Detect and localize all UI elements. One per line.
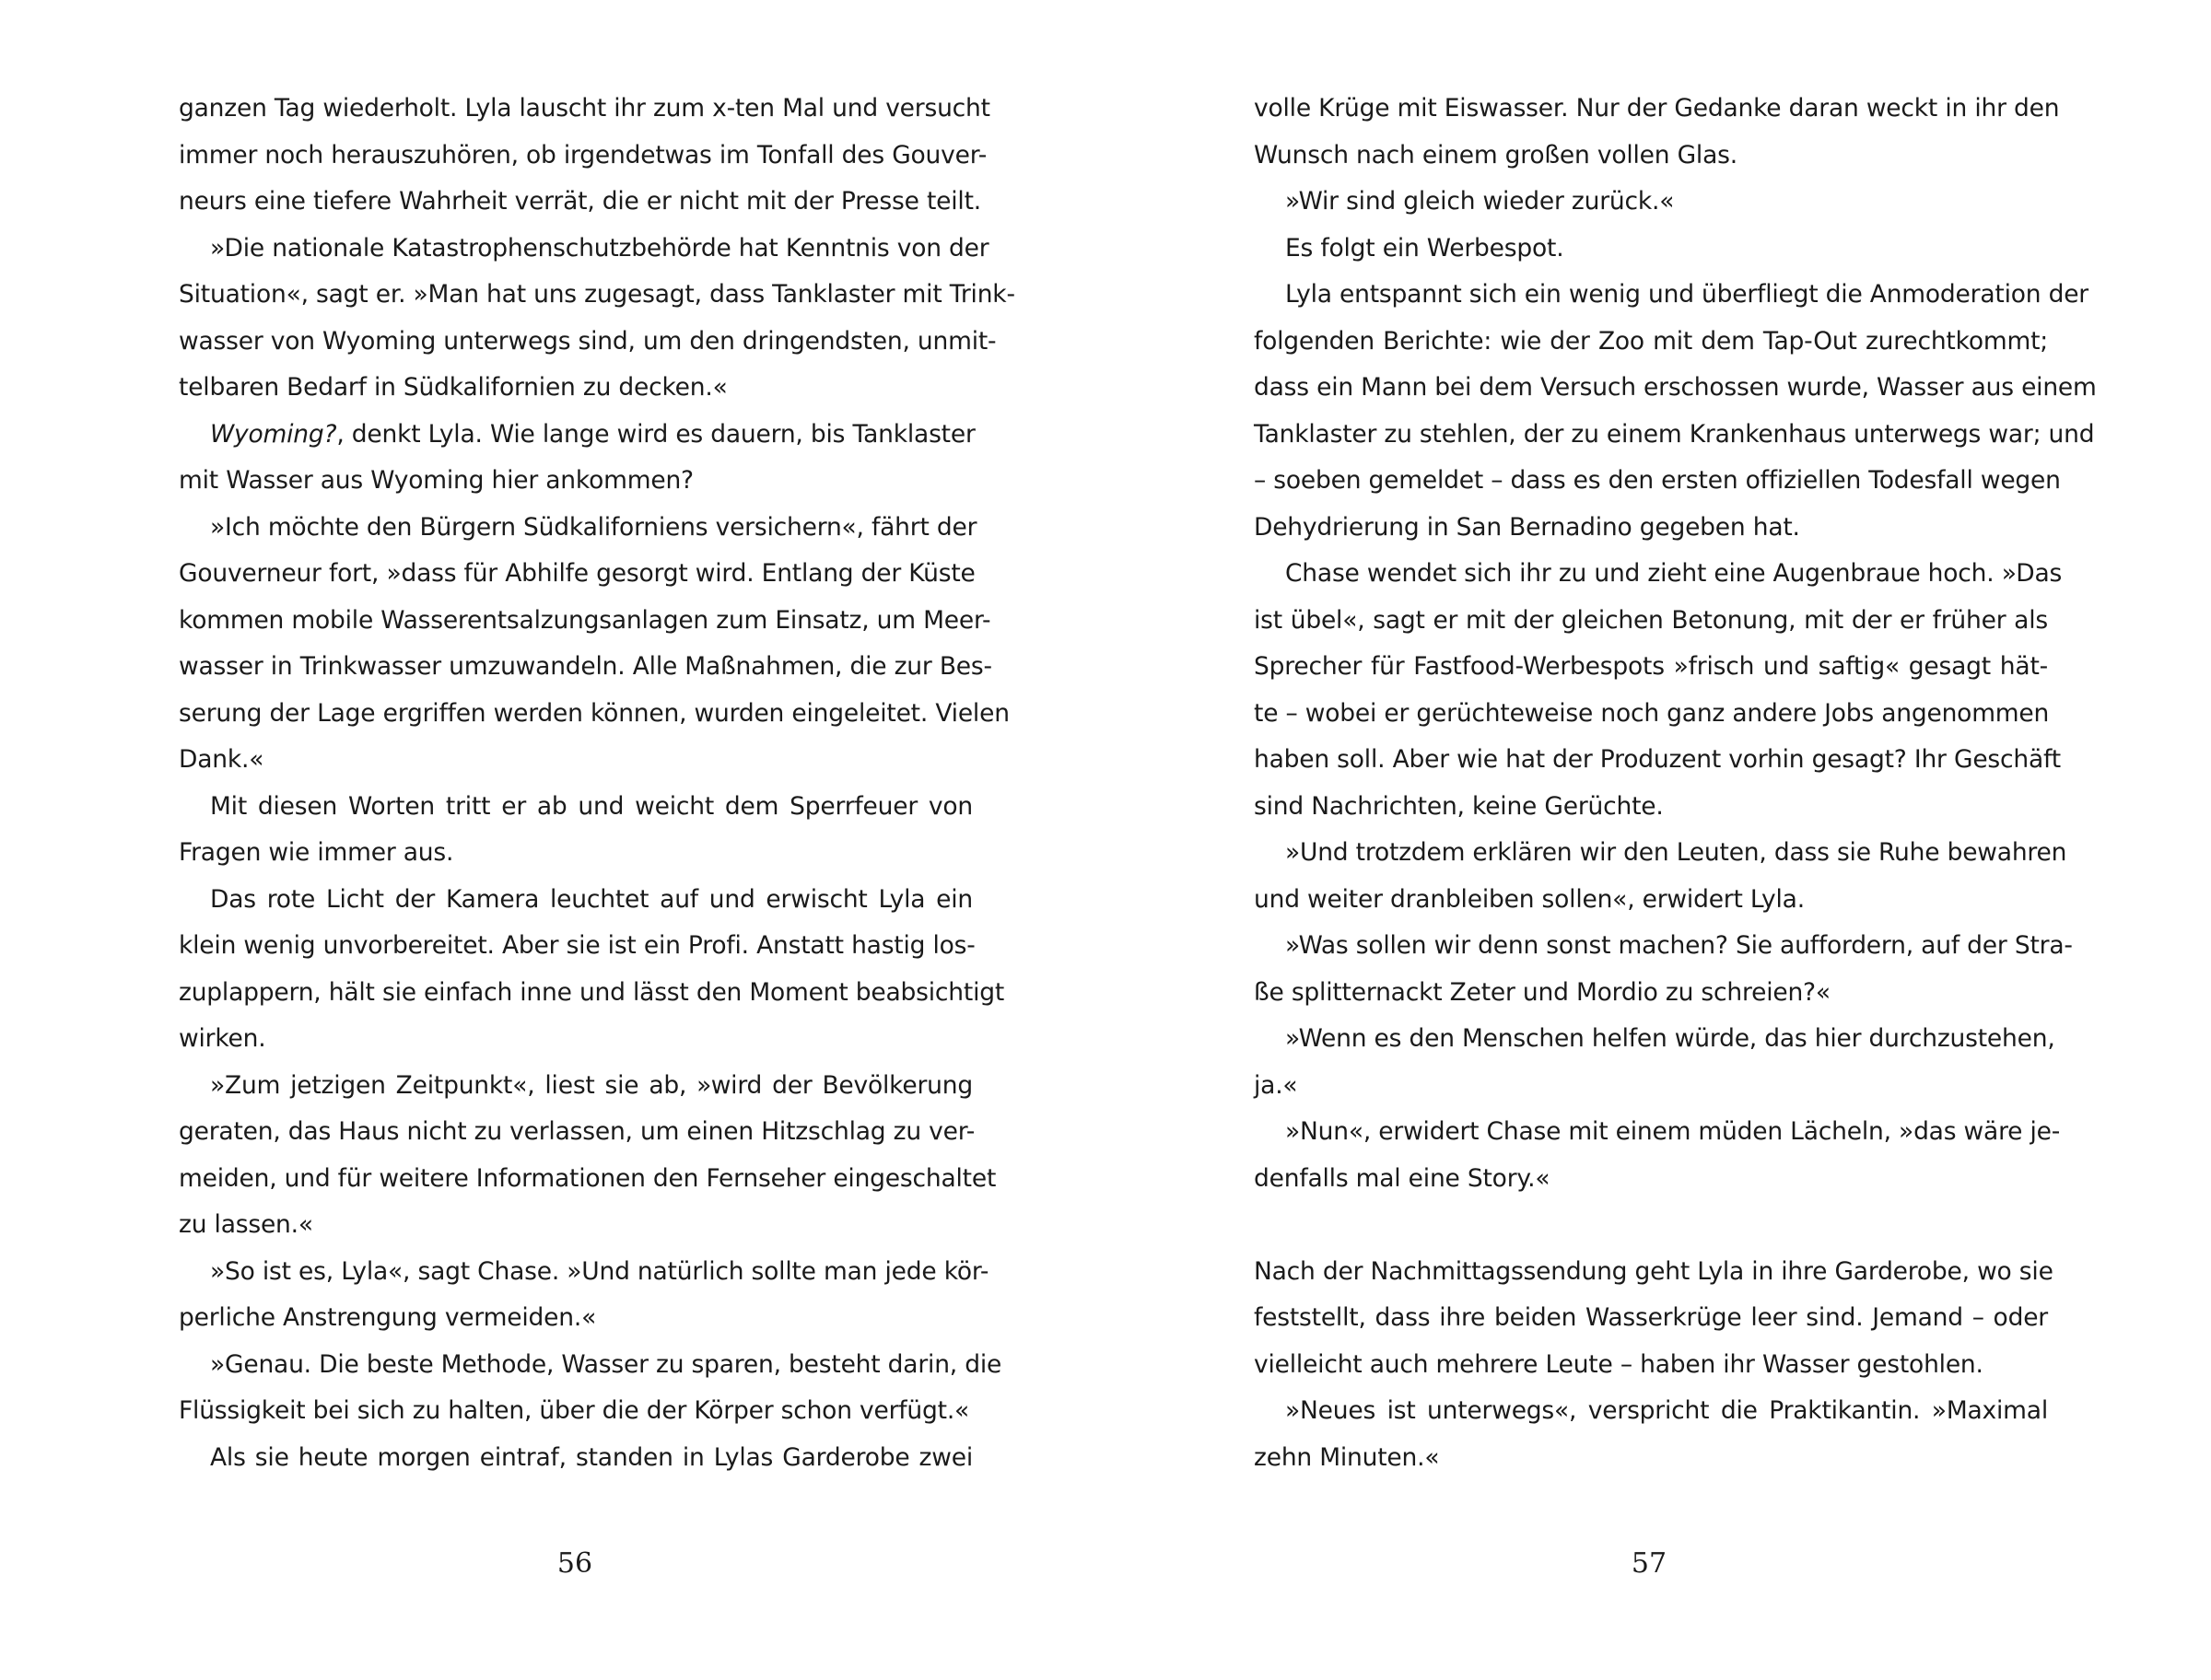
text-line [179, 412, 976, 459]
paragraph [179, 1249, 989, 1342]
paragraph [179, 86, 990, 226]
text-line: vielleicht auch mehrere Leute – haben ihr Wasser gestohlen. [1254, 1349, 1983, 1379]
paragraph [1254, 551, 2063, 830]
text-line: meiden, und für weitere Informationen den Fernseher eingeschaltet [179, 1163, 997, 1193]
text-line: zehn Minuten.« [1254, 1442, 1440, 1472]
paragraph [179, 226, 1015, 412]
paragraph [179, 1063, 997, 1249]
text-line: perliche Anstrengung vermeiden.« [179, 1303, 597, 1332]
text-line: zu lassen.« [179, 1210, 313, 1239]
text-line: dass ein Mann bei dem Versuch erschossen wurde, Wasser aus einem [1254, 373, 2097, 402]
text-line: »Was sollen wir denn sonst machen? Sie auffordern, auf der Stra- [1285, 931, 2073, 960]
text-line: ist übel«, sagt er mit der gleichen Betonung, mit der er früher als [1254, 605, 2048, 635]
text-line: – soeben gemeldet – dass es den ersten offiziellen Todesfall wegen [1254, 466, 2061, 495]
text-line: zuplappern, hält sie einfach inne und lässt den Moment beabsichtigt [179, 977, 1005, 1007]
text-line: ße splitternackt Zeter und Mordio zu schreien?« [1254, 977, 1831, 1007]
text-line: »Wir sind gleich wieder zurück.« [1285, 187, 1675, 216]
page-number-left: 56 [556, 1547, 593, 1580]
paragraph [1254, 1249, 2053, 1389]
paragraph [1254, 830, 2067, 923]
text-line: »Zum jetzigen Zeitpunkt«, liest sie ab, »wird der Bevölkerung [210, 1070, 973, 1100]
text-line: Flüssigkeit bei sich zu halten, über die der Körper schon verfügt.« [179, 1396, 970, 1425]
text-line: Mit diesen Worten tritt er ab und weicht dem Sperrfeuer von [210, 791, 973, 821]
right-page-text [1254, 86, 2097, 1481]
text-line: telbaren Bedarf in Südkalifornien zu decken.« [179, 373, 728, 402]
text-line: immer noch herauszuhören, ob irgendetwas im Tonfall des Gouver- [179, 140, 988, 169]
text-line: ganzen Tag wiederholt. Lyla lauscht ihr zum x-ten Mal und versucht [179, 94, 990, 122]
text-line: geraten, das Haus nicht zu verlassen, um einen Hitzschlag zu ver- [179, 1117, 976, 1146]
text-line: Fragen wie immer aus. [179, 838, 454, 867]
text-line: Sprecher für Fastfood-Werbespots »frisch und saftig« gesagt hät- [1254, 652, 2048, 681]
paragraph [179, 784, 973, 877]
paragraph [1254, 86, 2060, 179]
text-line: »Wenn es den Menschen helfen würde, das hier durchzustehen, [1285, 1024, 2055, 1053]
text-line: »Und trotzdem erklären wir den Leuten, dass sie Ruhe bewahren [1285, 838, 2067, 867]
text-line: »Genau. Die beste Methode, Wasser zu sparen, besteht darin, die [210, 1349, 1002, 1379]
text-line: »Ich möchte den Bürgern Südkaliforniens versichern«, fährt der [210, 512, 977, 542]
paragraph [1254, 1388, 2048, 1481]
text-line: Dehydrierung in San Bernadino gegeben hat. [1254, 512, 1800, 542]
text-line: »Neues ist unterwegs«, verspricht die Praktikantin. »Maximal [1285, 1396, 2048, 1425]
page-number-right: 57 [1631, 1547, 1667, 1580]
paragraph [1254, 272, 2097, 551]
text-line: ja.« [1254, 1070, 1298, 1100]
paragraph [179, 505, 1010, 784]
text-line: Als sie heute morgen eintraf, standen in Lylas Garderobe zwei [210, 1442, 973, 1472]
text-line: klein wenig unvorbereitet. Aber sie ist ein Profi. Anstatt hastig los- [179, 931, 976, 960]
text-line: Tanklaster zu stehlen, der zu einem Krankenhaus unterwegs war; und [1254, 419, 2095, 449]
text-line: mit Wasser aus Wyoming hier ankommen? [179, 466, 694, 495]
text-line: Gouverneur fort, »dass für Abhilfe gesorgt wird. Entlang der Küste [179, 559, 976, 588]
paragraph [1254, 226, 2048, 273]
text-line: »Nun«, erwidert Chase mit einem müden Lächeln, »das wäre je- [1285, 1117, 2061, 1146]
text-line: Situation«, sagt er. »Man hat uns zugesagt, dass Tanklaster mit Trink- [179, 280, 1015, 309]
text-line: feststellt, dass ihre beiden Wasserkrüge leer sind. Jemand – oder [1254, 1303, 2048, 1332]
text-line: Lyla entspannt sich ein wenig und überfliegt die Anmoderation der [1285, 280, 2088, 309]
italic-text: Wyoming? [210, 419, 337, 449]
text-line: te – wobei er gerüchteweise noch ganz andere Jobs angenommen [1254, 698, 2050, 728]
text-line: »So ist es, Lyla«, sagt Chase. »Und natürlich sollte man jede kör- [210, 1256, 989, 1286]
text-line: kommen mobile Wasserentsalzungsanlagen zum Einsatz, um Meer- [179, 605, 991, 635]
text-line: haben soll. Aber wie hat der Produzent vorhin gesagt? Ihr Geschäft [1254, 745, 2061, 774]
paragraph [1254, 923, 2073, 1016]
text-line: Dank.« [179, 745, 264, 774]
text-line: Nach der Nachmittagssendung geht Lyla in ihre Garderobe, wo sie [1254, 1256, 2053, 1286]
paragraph [179, 412, 976, 505]
text-line: folgenden Berichte: wie der Zoo mit dem Tap-Out zurechtkommt; [1254, 326, 2048, 356]
text-line: denfalls mal eine Story.« [1254, 1163, 1550, 1193]
text-line: volle Krüge mit Eiswasser. Nur der Gedanke daran weckt in ihr den [1254, 94, 2060, 122]
text-line: und weiter dranbleiben sollen«, erwidert Lyla. [1254, 884, 1805, 914]
text-line: neurs eine tiefere Wahrheit verrät, die er nicht mit der Presse teilt. [179, 187, 981, 216]
text-line: Es folgt ein Werbespot. [1285, 233, 1564, 262]
text-line: Wunsch nach einem großen vollen Glas. [1254, 140, 1737, 169]
text-line: wasser in Trinkwasser umzuwandeln. Alle Maßnahmen, die zur Bes- [179, 652, 992, 681]
left-page-text [179, 86, 1015, 1481]
paragraph [179, 877, 1005, 1063]
text-line: Chase wendet sich ihr zu und zieht eine Augenbraue hoch. »Das [1285, 559, 2063, 588]
text-line: wasser von Wyoming unterwegs sind, um den dringendsten, unmit- [179, 326, 997, 356]
text-line: serung der Lage ergriffen werden können, wurden eingeleitet. Vielen [179, 698, 1010, 728]
section-break [1254, 1202, 2048, 1249]
text-line: wirken. [179, 1024, 266, 1053]
paragraph [179, 1342, 1002, 1435]
line-text: , denkt Lyla. Wie lange wird es dauern, bis Tanklaster [336, 419, 976, 449]
text-line: Das rote Licht der Kamera leuchtet auf und erwischt Lyla ein [210, 884, 973, 914]
text-line: »Die nationale Katastrophenschutzbehörde hat Kenntnis von der [210, 233, 989, 262]
paragraph [179, 1435, 973, 1482]
text-line: sind Nachrichten, keine Gerüchte. [1254, 791, 1664, 821]
paragraph [1254, 179, 2048, 226]
paragraph [1254, 1109, 2061, 1202]
paragraph [1254, 1016, 2055, 1109]
